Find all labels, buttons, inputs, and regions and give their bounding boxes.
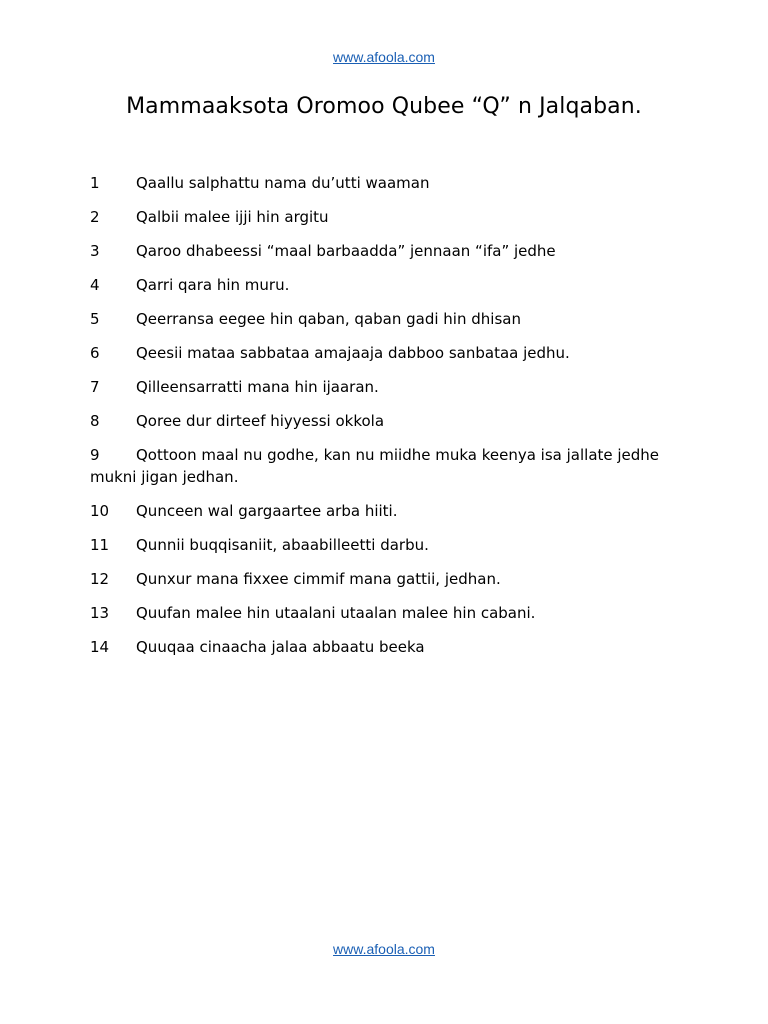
- item-number: 9: [90, 446, 100, 464]
- item-number: 8: [90, 412, 100, 430]
- list-item: [90, 500, 690, 522]
- list-item: [90, 342, 690, 364]
- item-text: Qarri qara hin muru.: [136, 276, 290, 294]
- list-item: [90, 444, 690, 488]
- list-item: [90, 172, 690, 194]
- proverb-list: [90, 172, 690, 670]
- item-number: 14: [90, 638, 110, 656]
- list-item: [90, 308, 690, 330]
- item-number: 1: [90, 174, 100, 192]
- list-item: [90, 410, 690, 432]
- item-text: Qottoon maal nu godhe, kan nu miidhe muka keenya isa jallate jedhe mukni jigan jedhan.: [90, 446, 660, 486]
- item-number: 5: [90, 310, 100, 328]
- item-number: 13: [90, 604, 110, 622]
- list-item: [90, 240, 690, 262]
- page-title: Mammaaksota Oromoo Qubee “Q” n Jalqaban.: [126, 94, 642, 119]
- item-text: Quuqaa cinaacha jalaa abbaatu beeka: [136, 638, 425, 656]
- item-text: Qunceen wal gargaartee arba hiiti.: [136, 502, 398, 520]
- item-text: Qeesii mataa sabbataa amajaaja dabboo sanbataa jedhu.: [136, 344, 570, 362]
- item-number: 12: [90, 570, 110, 588]
- item-number: 3: [90, 242, 100, 260]
- header-website-link[interactable]: www.afoola.com: [333, 49, 435, 65]
- item-number: 6: [90, 344, 100, 362]
- item-text: Qeerransa eegee hin qaban, qaban gadi hin dhisan: [136, 310, 521, 328]
- list-item: [90, 636, 690, 658]
- list-item: [90, 376, 690, 398]
- item-text: Qaroo dhabeessi “maal barbaadda” jennaan “ifa” jedhe: [136, 242, 556, 260]
- item-text: Qunnii buqqisaniit, abaabilleetti darbu.: [136, 536, 429, 554]
- item-text: Qaallu salphattu nama du’utti waaman: [136, 174, 430, 192]
- item-text: Qalbii malee ijji hin argitu: [136, 208, 329, 226]
- item-text: Qilleensarratti mana hin ijaaran.: [136, 378, 379, 396]
- item-text: Quufan malee hin utaalani utaalan malee hin cabani.: [136, 604, 536, 622]
- list-item: [90, 274, 690, 296]
- item-number: 7: [90, 378, 100, 396]
- item-number: 2: [90, 208, 100, 226]
- footer-website-link[interactable]: www.afoola.com: [333, 941, 435, 957]
- item-number: 10: [90, 502, 110, 520]
- item-text: Qoree dur dirteef hiyyessi okkola: [136, 412, 385, 430]
- list-item: [90, 206, 690, 228]
- item-number: 11: [90, 536, 110, 554]
- item-text: Qunxur mana fixxee cimmif mana gattii, jedhan.: [136, 570, 501, 588]
- list-item: [90, 534, 690, 556]
- item-number: 4: [90, 276, 100, 294]
- list-item: [90, 568, 690, 590]
- list-item: [90, 602, 690, 624]
